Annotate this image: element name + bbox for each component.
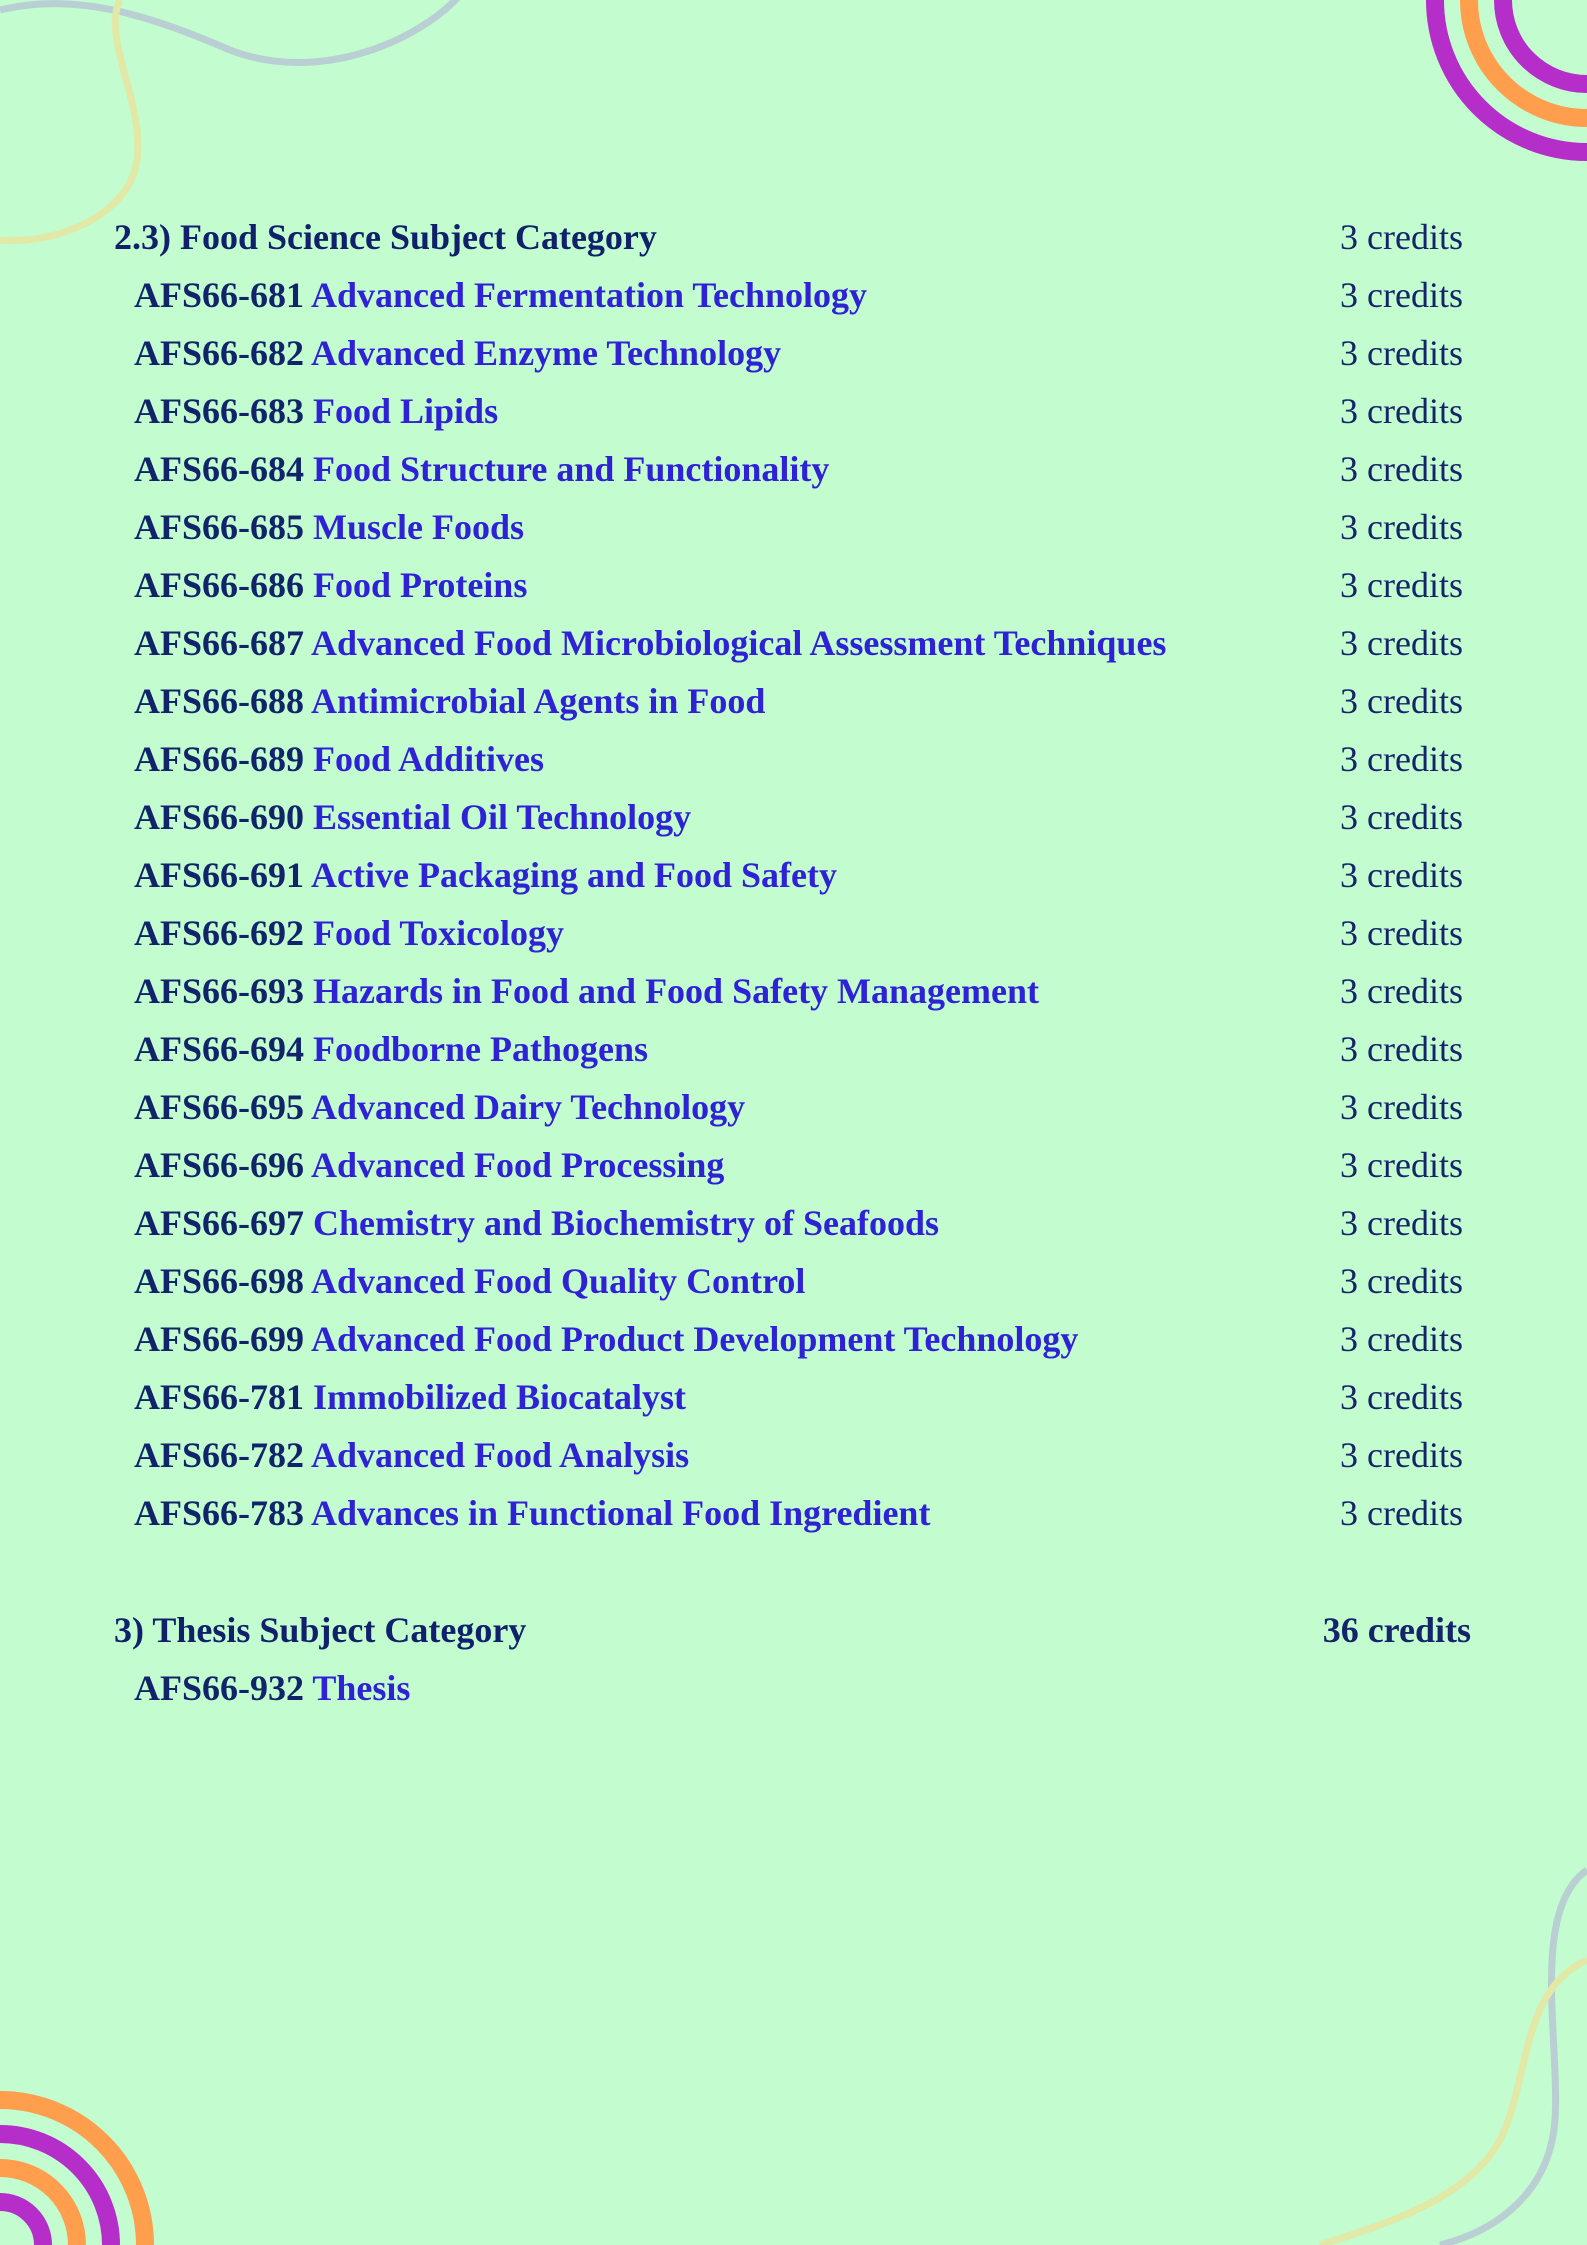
course-title: Food Structure and Functionality — [313, 449, 830, 489]
course-code: AFS66-690 — [134, 797, 304, 837]
course-title: Advances in Functional Food Ingredient — [311, 1493, 931, 1533]
course-code: AFS66-698 — [134, 1261, 304, 1301]
course-title: Advanced Food Processing — [311, 1145, 725, 1185]
course-code: AFS66-782 — [134, 1435, 304, 1475]
course-credits: 3 credits — [1340, 1029, 1463, 1069]
course-credits: 3 credits — [1340, 391, 1463, 431]
course-row — [0, 324, 1587, 382]
course-title: Muscle Foods — [313, 507, 524, 547]
course-title: Advanced Food Quality Control — [311, 1261, 806, 1301]
course-row — [0, 382, 1587, 440]
deco-wave-bottom-right-grey — [1440, 1870, 1587, 2245]
course-code: AFS66-699 — [134, 1319, 304, 1359]
deco-wave-bottom-right-yellow — [1320, 1960, 1587, 2245]
course-row — [0, 498, 1587, 556]
deco-wave-top-left-grey — [0, 0, 460, 63]
course-row — [0, 846, 1587, 904]
course-title: Active Packaging and Food Safety — [311, 855, 838, 895]
course-code: AFS66-932 — [134, 1668, 304, 1708]
course-credits: 3 credits — [1340, 1377, 1463, 1417]
section-heading — [0, 1601, 1587, 1659]
section-title: 2.3) Food Science Subject Category — [114, 217, 657, 257]
course-code: AFS66-682 — [134, 333, 304, 373]
deco-arc-top-right-purple-inner — [1503, 0, 1587, 84]
deco-arc-bottom-left-purple — [0, 2134, 111, 2245]
course-title: Advanced Enzyme Technology — [311, 333, 782, 373]
deco-arc-bottom-left-orange — [0, 2100, 145, 2245]
course-title: Immobilized Biocatalyst — [313, 1377, 686, 1417]
course-title: Advanced Food Microbiological Assessment Techniques — [311, 623, 1167, 663]
course-title: Food Proteins — [313, 565, 528, 605]
course-code: AFS66-781 — [134, 1377, 304, 1417]
course-title: Food Additives — [313, 739, 545, 779]
course-title: Antimicrobial Agents in Food — [311, 681, 766, 721]
course-credits: 3 credits — [1340, 1203, 1463, 1243]
course-credits: 3 credits — [1340, 275, 1463, 315]
course-row — [0, 1136, 1587, 1194]
course-credits: 3 credits — [1340, 681, 1463, 721]
course-credits: 3 credits — [1340, 1319, 1463, 1359]
course-title: Hazards in Food and Food Safety Management — [313, 971, 1040, 1011]
course-row — [0, 788, 1587, 846]
course-row — [0, 440, 1587, 498]
deco-arc-top-right-orange — [1469, 0, 1587, 118]
section-heading — [0, 208, 1587, 266]
course-row — [0, 730, 1587, 788]
course-credits: 3 credits — [1340, 333, 1463, 373]
course-credits: 3 credits — [1340, 1493, 1463, 1533]
course-credits: 3 credits — [1340, 971, 1463, 1011]
deco-arc-bottom-left-purple-inner — [0, 2202, 43, 2245]
course-title: Chemistry and Biochemistry of Seafoods — [313, 1203, 939, 1243]
course-code: AFS66-783 — [134, 1493, 304, 1533]
course-code: AFS66-683 — [134, 391, 304, 431]
course-row — [0, 1310, 1587, 1368]
course-row — [0, 1194, 1587, 1252]
course-title: Food Lipids — [313, 391, 499, 431]
course-code: AFS66-687 — [134, 623, 304, 663]
course-credits: 3 credits — [1340, 1261, 1463, 1301]
course-code: AFS66-689 — [134, 739, 304, 779]
course-code: AFS66-697 — [134, 1203, 304, 1243]
course-title: Advanced Food Analysis — [311, 1435, 690, 1475]
course-code: AFS66-688 — [134, 681, 304, 721]
course-row — [0, 1368, 1587, 1426]
course-row — [0, 1020, 1587, 1078]
course-row — [0, 556, 1587, 614]
course-credits: 3 credits — [1340, 739, 1463, 779]
course-code: AFS66-681 — [134, 275, 304, 315]
course-credits: 3 credits — [1340, 623, 1463, 663]
course-code: AFS66-696 — [134, 1145, 304, 1185]
section-credits: 36 credits — [1322, 1610, 1471, 1650]
course-credits: 3 credits — [1340, 1087, 1463, 1127]
course-credits: 3 credits — [1340, 1145, 1463, 1185]
course-credits: 3 credits — [1340, 855, 1463, 895]
course-credits: 3 credits — [1340, 449, 1463, 489]
course-row — [0, 1078, 1587, 1136]
deco-arc-top-right-purple — [1435, 0, 1587, 152]
course-row — [0, 266, 1587, 324]
course-code: AFS66-685 — [134, 507, 304, 547]
deco-wave-top-left-yellow — [0, 0, 138, 241]
course-credits: 3 credits — [1340, 1435, 1463, 1475]
section-title: 3) Thesis Subject Category — [114, 1610, 527, 1650]
course-row — [0, 614, 1587, 672]
course-code: AFS66-693 — [134, 971, 304, 1011]
course-row — [0, 1659, 1587, 1717]
deco-arc-bottom-left-orange-inner — [0, 2168, 77, 2245]
course-credits: 3 credits — [1340, 797, 1463, 837]
course-credits: 3 credits — [1340, 565, 1463, 605]
course-row — [0, 962, 1587, 1020]
course-code: AFS66-694 — [134, 1029, 304, 1069]
course-row — [0, 1484, 1587, 1542]
course-row — [0, 1426, 1587, 1484]
course-title: Essential Oil Technology — [313, 797, 692, 837]
course-title: Advanced Fermentation Technology — [311, 275, 868, 315]
course-credits: 3 credits — [1340, 913, 1463, 953]
course-title: Advanced Food Product Development Technology — [311, 1319, 1079, 1359]
course-code: AFS66-692 — [134, 913, 304, 953]
course-title: Thesis — [312, 1668, 411, 1708]
course-credits: 3 credits — [1340, 507, 1463, 547]
course-code: AFS66-686 — [134, 565, 304, 605]
course-row — [0, 1252, 1587, 1310]
course-code: AFS66-691 — [134, 855, 304, 895]
course-title: Foodborne Pathogens — [313, 1029, 649, 1069]
course-title: Food Toxicology — [313, 913, 565, 953]
course-code: AFS66-695 — [134, 1087, 304, 1127]
course-row — [0, 904, 1587, 962]
section-credits: 3 credits — [1340, 217, 1463, 257]
course-title: Advanced Dairy Technology — [311, 1087, 746, 1127]
course-row — [0, 672, 1587, 730]
course-code: AFS66-684 — [134, 449, 304, 489]
